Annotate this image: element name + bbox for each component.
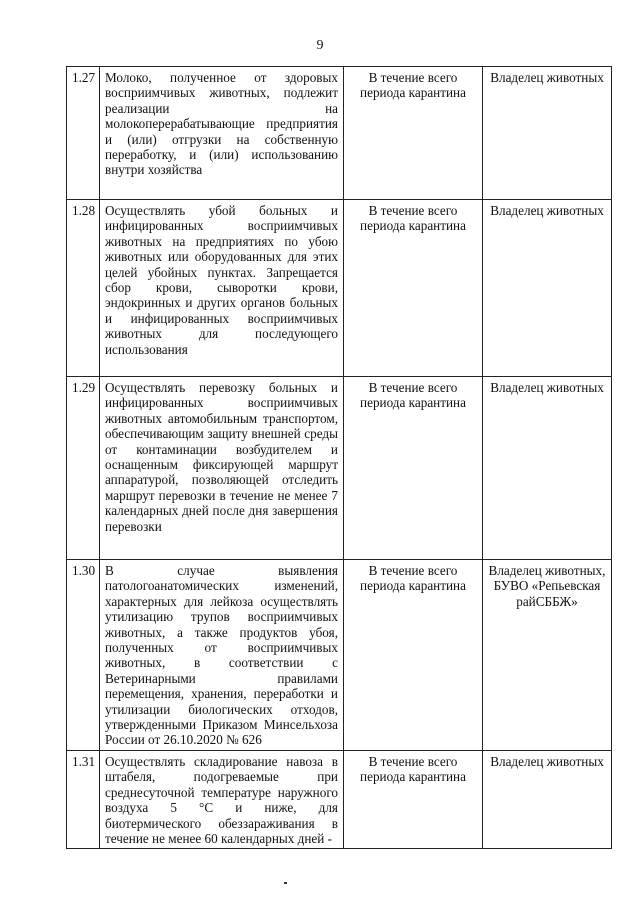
scan-dot (284, 882, 287, 884)
measure-text: В случае выявления патологоанатомических изменений, характерных для лейкоза осуществлять утилизацию трупов восприимчивых животных, а также продуктов убоя, полученных от восприимчивых животных, в соответствии с Ветеринарными правилами перемещения, хранения, переработки и утилизации биологических отходов, утвержденными Приказом Минсельхоза России от 26.10.2020 № 626 (100, 560, 344, 751)
measure-text: Молоко, полученное от здоровых восприимчивых животных, подлежит реализации на молокоперерабатывающие предприятия и (или) отгрузки на собственную переработку, и (или) использованию внутри хозяйства (100, 67, 344, 200)
period-cell: В течение всего периода карантина (344, 560, 483, 751)
measure-text: Осуществлять убой больных и инфицированных восприимчивых животных на предприятиях по убою животных или оборудованных для этих целей убойных пунктах. Запрещается сбор крови, сыворотки крови, эндокринных и других органов больных и инфицированных восприимчивых животных для последующего использования (100, 200, 344, 377)
period-cell: В течение всего периода карантина (344, 377, 483, 560)
period-cell: В течение всего периода карантина (344, 200, 483, 377)
table-row (67, 377, 612, 560)
row-number: 1.31 (67, 750, 100, 848)
responsible-cell: Владелец животных (483, 750, 612, 848)
responsible-cell: Владелец животных (483, 67, 612, 200)
measure-text: Осуществлять перевозку больных и инфицированных восприимчивых животных автомобильным транспортом, обеспечивающим защиту внешней среды от контаминации возбудителем и оснащенным фиксирующей маршрут аппаратурой, позволяющей отследить маршрут перевозки в течение не менее 7 календарных дней после дня завершения перевозки (100, 377, 344, 560)
responsible-cell: Владелец животных, БУВО «Репьевская райСББЖ» (483, 560, 612, 751)
table-row (67, 560, 612, 751)
period-cell: В течение всего периода карантина (344, 67, 483, 200)
responsible-cell: Владелец животных (483, 200, 612, 377)
table-row (67, 750, 612, 848)
period-cell: В течение всего периода карантина (344, 750, 483, 848)
responsible-cell: Владелец животных (483, 377, 612, 560)
page-number: 9 (316, 38, 324, 53)
row-number: 1.30 (67, 560, 100, 751)
table-row (67, 67, 612, 200)
table-row (67, 200, 612, 377)
measures-table (66, 66, 612, 849)
row-number: 1.27 (67, 67, 100, 200)
measure-text: Осуществлять складирование навоза в штабеля, подогреваемые при среднесуточной температуре наружного воздуха 5 °С и ниже, для биотермического обеззараживания в течение не менее 60 календарных дней - (100, 750, 344, 848)
row-number: 1.29 (67, 377, 100, 560)
row-number: 1.28 (67, 200, 100, 377)
